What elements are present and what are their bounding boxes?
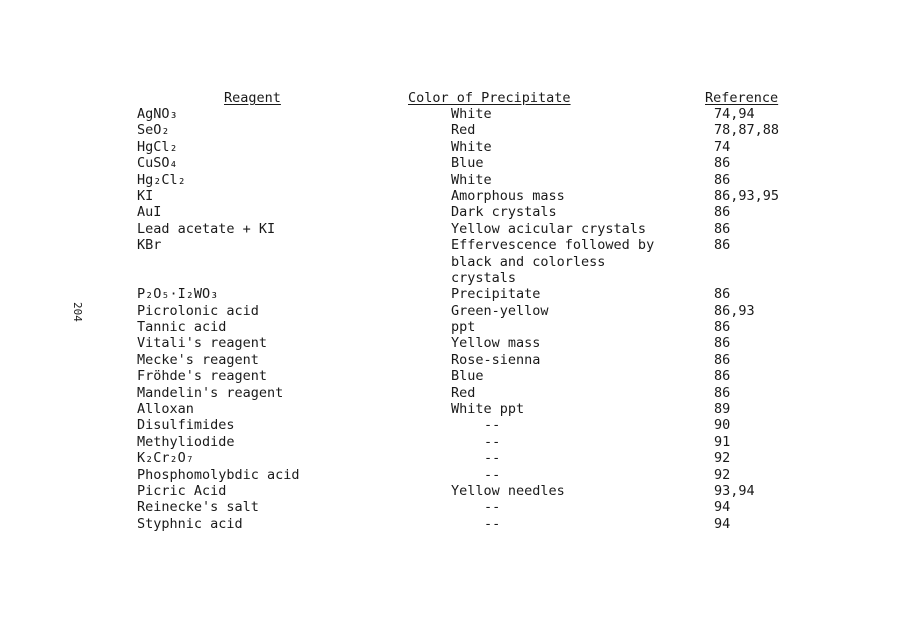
reagent-table	[0, 106, 912, 532]
reference-cell: 74	[714, 138, 731, 155]
reference-cell: 92	[714, 466, 731, 483]
table-row	[0, 106, 912, 122]
reference-cell: 86	[714, 171, 731, 188]
color-cell: --	[484, 417, 501, 434]
reference-cell: 89	[714, 401, 731, 418]
reference-cell: 91	[714, 433, 731, 450]
color-cell: --	[484, 450, 501, 467]
reagent-cell: CuSO₄	[137, 155, 178, 172]
reagent-cell: Vitali's reagent	[137, 335, 268, 352]
reference-cell: 92	[714, 450, 731, 467]
color-cell: White	[451, 106, 492, 122]
color-cell: Dark crystals	[451, 204, 557, 221]
reference-cell: 86	[714, 237, 731, 254]
reagent-cell: AuI	[137, 204, 162, 221]
reagent-cell: Hg₂Cl₂	[137, 171, 186, 188]
color-cell: Rose-sienna	[451, 351, 541, 368]
reagent-cell: Alloxan	[137, 401, 194, 418]
table-row	[0, 204, 912, 220]
table-row	[0, 188, 912, 204]
reference-cell: 86	[714, 204, 731, 221]
reference-cell: 86	[714, 351, 731, 368]
reagent-cell: Picric Acid	[137, 483, 227, 499]
reagent-cell: Methyliodide	[137, 433, 235, 450]
reagent-cell: Fröhde's reagent	[137, 368, 268, 385]
table-row	[0, 319, 912, 335]
table-row	[0, 483, 912, 499]
table-row	[0, 499, 912, 515]
table-row	[0, 286, 912, 302]
header-reference: Reference	[705, 90, 779, 106]
reference-cell: 86	[714, 155, 731, 172]
color-cell: White	[451, 138, 492, 155]
table-row	[0, 467, 912, 483]
reagent-cell: KI	[137, 187, 154, 204]
reference-cell: 86	[714, 335, 731, 352]
color-cell: Red	[451, 384, 476, 401]
color-cell: Green-yellow	[451, 302, 549, 319]
reference-cell: 86	[714, 384, 731, 401]
reference-cell: 86	[714, 368, 731, 385]
reagent-cell: AgNO₃	[137, 106, 178, 122]
reagent-cell: Disulfimides	[137, 417, 235, 434]
reference-cell: 94	[714, 499, 731, 516]
reagent-cell: Reinecke's salt	[137, 499, 259, 516]
reagent-cell: Mecke's reagent	[137, 351, 259, 368]
color-cell: --	[484, 466, 501, 483]
table-row	[0, 417, 912, 433]
reference-cell: 93,94	[714, 483, 755, 499]
color-cell: White ppt	[451, 401, 525, 418]
color-cell: Yellow needles	[451, 483, 565, 499]
table-row	[0, 139, 912, 155]
table-row	[0, 335, 912, 351]
table-row	[0, 368, 912, 384]
table-row	[0, 237, 912, 286]
color-cell: White	[451, 171, 492, 188]
reagent-cell: Mandelin's reagent	[137, 384, 284, 401]
reagent-cell: Picrolonic acid	[137, 302, 259, 319]
table-row	[0, 516, 912, 532]
color-cell: Yellow acicular crystals	[451, 220, 647, 237]
reference-cell: 74,94	[714, 106, 755, 122]
color-cell: Red	[451, 122, 476, 139]
reagent-cell: HgCl₂	[137, 138, 178, 155]
table-row	[0, 434, 912, 450]
reference-cell: 94	[714, 515, 731, 532]
table-row	[0, 155, 912, 171]
reagent-cell: Styphnic acid	[137, 515, 243, 532]
reagent-cell: KBr	[137, 237, 162, 254]
reference-cell: 90	[714, 417, 731, 434]
header-color-of-precipitate: Color of Precipitate	[408, 90, 571, 106]
page-number: 204	[71, 302, 84, 322]
table-row	[0, 303, 912, 319]
reference-cell: 78,87,88	[714, 122, 780, 139]
color-cell: Amorphous mass	[451, 187, 565, 204]
reference-cell: 86	[714, 319, 731, 336]
table-row	[0, 385, 912, 401]
table-row	[0, 401, 912, 417]
color-cell: Effervescence followed by black and colorless crystals	[451, 237, 655, 286]
color-cell: --	[484, 515, 501, 532]
reference-cell: 86,93,95	[714, 187, 780, 204]
color-cell: ppt	[451, 319, 476, 336]
reagent-cell: Lead acetate + KI	[137, 220, 276, 237]
reagent-cell: Tannic acid	[137, 319, 227, 336]
table-row	[0, 352, 912, 368]
color-cell: Blue	[451, 155, 484, 172]
color-cell: Blue	[451, 368, 484, 385]
color-cell: Yellow mass	[451, 335, 541, 352]
color-cell: Precipitate	[451, 286, 541, 303]
color-cell: --	[484, 499, 501, 516]
reagent-cell: K₂Cr₂O₇	[137, 450, 194, 467]
table-row	[0, 172, 912, 188]
table-row	[0, 221, 912, 237]
color-cell: --	[484, 433, 501, 450]
reagent-cell: Phosphomolybdic acid	[137, 466, 300, 483]
header-reagent: Reagent	[224, 90, 281, 106]
reagent-cell: SeO₂	[137, 122, 170, 139]
table-row	[0, 122, 912, 138]
reference-cell: 86	[714, 220, 731, 237]
reagent-cell: P₂O₅·I₂WO₃	[137, 286, 219, 303]
reference-cell: 86,93	[714, 302, 755, 319]
table-row	[0, 450, 912, 466]
reference-cell: 86	[714, 286, 731, 303]
